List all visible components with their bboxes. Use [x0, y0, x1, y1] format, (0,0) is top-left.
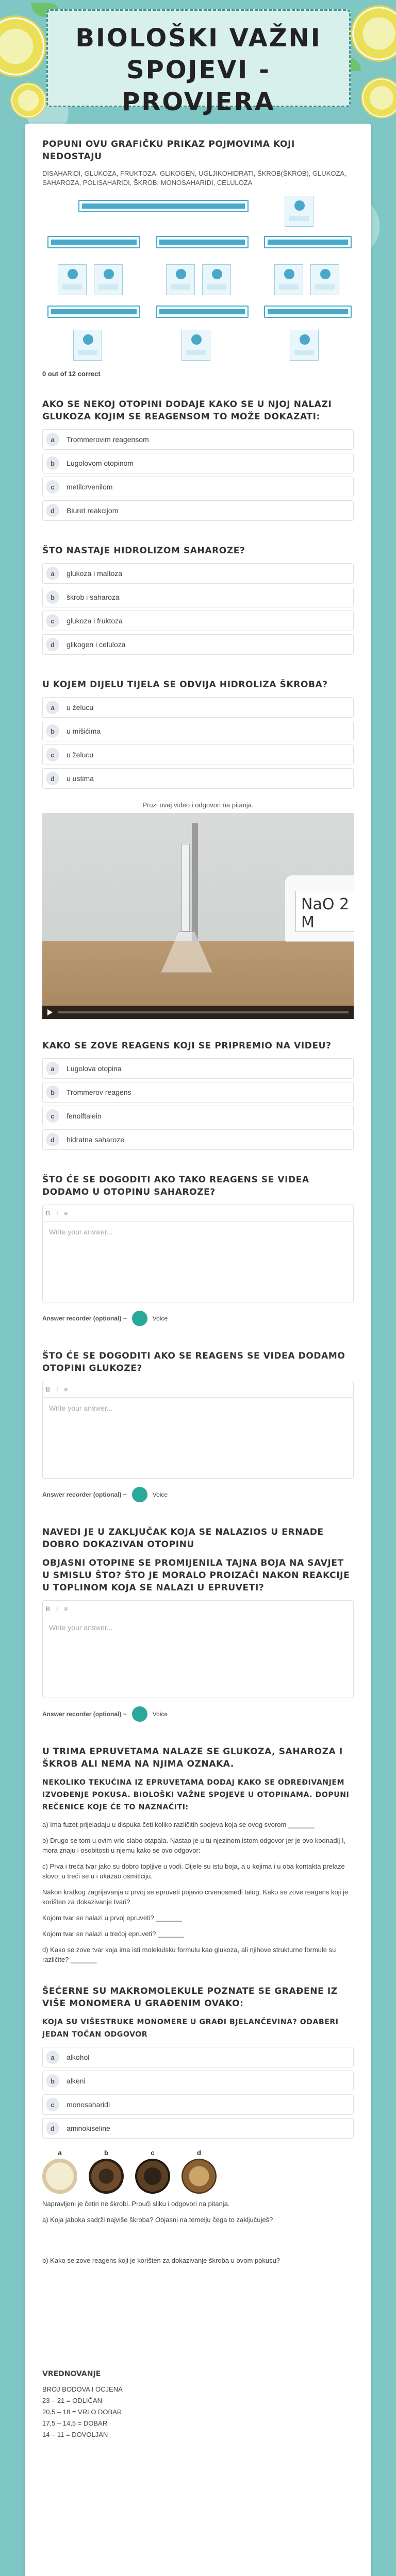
question-subtitle: NEKOLIKO TEKUĆINA IZ EPRUVETAMA DODAJ KAKO SE ODREĐIVANJEM IZVOĐENJE POKUSA. BIOLOŠKI VAŽNE SPOJEVE U OTOPINAMA. DOPUNI REČENICE KOJE ĆE TO NAZNAČITI: [42, 1778, 350, 1811]
drop-slot[interactable] [78, 200, 249, 212]
drag-tile[interactable] [58, 264, 87, 295]
grading-line: BROJ BODOVA I OCJENA [42, 2385, 123, 2393]
tile-label-bar [315, 284, 335, 290]
apple-picture [182, 2149, 217, 2194]
voice-label: Voice [152, 1710, 168, 1718]
answer-option[interactable] [42, 697, 354, 718]
answer-options [42, 563, 354, 655]
answer-option[interactable] [42, 2071, 354, 2091]
answer-input[interactable]: Write your answer... [49, 1623, 113, 1632]
drag-tile[interactable] [285, 196, 314, 227]
question-title: U TRIMA EPRUVETAMA NALAZE SE GLUKOZA, SAHAROZA I ŠKROB ALI NEMA NA NJIMA OZNAKA. [42, 1747, 343, 1769]
answer-input[interactable]: Write your answer... [49, 1404, 113, 1412]
lemon-decoration [351, 5, 396, 62]
question-3 [42, 545, 354, 655]
option-text: glukoza i fruktoza [67, 617, 123, 625]
option-text: metilcrvenilom [67, 483, 113, 491]
drop-slot[interactable] [156, 236, 249, 248]
apple-slice-image [182, 2159, 217, 2194]
answer-option[interactable] [42, 1082, 354, 1103]
question-2 [42, 398, 354, 521]
option-text: Trommerovim reagensom [67, 435, 149, 444]
reagent-bottle [285, 875, 354, 942]
option-text: škrob i saharoza [67, 593, 120, 601]
option-letter: d [46, 772, 59, 785]
italic-icon[interactable]: I [56, 1605, 58, 1613]
grading-line: 20,5 – 18 = VRLO DOBAR [42, 2408, 122, 2416]
option-letter: d [46, 504, 59, 517]
question-subtitle: KOJA SU VIŠESTRUKE MONOMERE U GRAĐI BJELANČEVINA? ODABERI JEDAN TOČAN ODGOVOR [42, 2018, 339, 2039]
option-letter: a [46, 701, 59, 714]
tile-icon [284, 269, 294, 279]
sub-question: Kojom tvar se nalazi u trećoj epruveti? _______ [42, 1930, 184, 1938]
option-text: hidratna saharoze [67, 1136, 125, 1144]
option-text: glukoza i maltoza [67, 569, 123, 578]
option-text: glikogen i celuloza [67, 640, 126, 649]
apple-slice-image [135, 2159, 170, 2194]
sub-question: Kojom tvar se nalazi u prvoj epruveti? _______ [42, 1914, 182, 1922]
answer-option[interactable] [42, 500, 354, 521]
video-progress[interactable] [58, 1011, 349, 1013]
option-letter: c [46, 748, 59, 761]
bold-icon[interactable]: B [46, 1605, 51, 1613]
tile-label-bar [207, 284, 226, 290]
answer-recorder [42, 1706, 354, 1722]
italic-icon[interactable]: I [56, 1385, 58, 1393]
answer-options [42, 429, 354, 521]
question-4 [42, 679, 354, 789]
sub-question: b) Kako se zove reagens koji je korišten za dokazivanje škroba u ovom pokusu? [42, 2257, 280, 2264]
flask [161, 931, 212, 973]
option-text: u želucu [67, 751, 94, 759]
question-title: POPUNI OVU GRAFIČKU PRIKAZ POJMOVIMA KOJI NEDOSTAJU [42, 139, 295, 162]
tile-icon [300, 334, 310, 345]
apple-picture [89, 2149, 124, 2194]
answer-option[interactable] [42, 1129, 354, 1150]
question-title: ŠTO ĆE SE DOGODITI AKO TAKO REAGENS SE VIDEA DODAMO U OTOPINU SAHAROZE? [42, 1175, 309, 1197]
lemon-decoration [10, 82, 46, 118]
tile-label-bar [98, 284, 118, 290]
recorder-label: Answer recorder (optional) ~ [42, 1710, 127, 1718]
option-text: Trommerov reagens [67, 1088, 131, 1096]
record-button[interactable] [132, 1706, 147, 1722]
list-icon[interactable]: ≡ [64, 1605, 68, 1613]
tile-icon [294, 200, 305, 211]
answer-option[interactable] [42, 587, 354, 607]
tile-label-bar [78, 350, 97, 355]
answer-option[interactable] [42, 2118, 354, 2139]
drop-slot[interactable] [47, 236, 140, 248]
bold-icon[interactable]: B [46, 1385, 51, 1393]
drag-tile[interactable] [202, 264, 231, 295]
tile-icon [68, 269, 78, 279]
record-button[interactable] [132, 1311, 147, 1326]
slot-fill [51, 240, 137, 245]
grading-line: 23 – 21 = ODLIČAN [42, 2397, 102, 2404]
record-button[interactable] [132, 1487, 147, 1502]
question-10 [42, 1985, 354, 2139]
option-letter: a [46, 1062, 59, 1075]
tile-label-bar [62, 284, 82, 290]
recorder-label: Answer recorder (optional) ~ [42, 1315, 127, 1322]
apple-pictures [42, 2149, 354, 2194]
drag-tile[interactable] [73, 330, 102, 361]
drag-tile[interactable] [274, 264, 303, 295]
question-1 [42, 138, 354, 378]
answer-option[interactable] [42, 429, 354, 450]
option-letter: b [46, 1086, 59, 1099]
answer-editor[interactable] [42, 1600, 354, 1698]
sub-question: a) Koja jaboka sadrži najviše škroba? Objasni na temelju čega to zaključuješ? [42, 2216, 273, 2224]
lemon-decoration [361, 77, 396, 118]
tile-icon [212, 269, 222, 279]
apple-slice-image [42, 2159, 77, 2194]
option-letter: a [46, 567, 59, 580]
answer-option[interactable] [42, 2094, 354, 2115]
drop-slot[interactable] [264, 306, 352, 318]
picture-label: b [104, 2149, 108, 2157]
video-player[interactable] [42, 813, 354, 1019]
answer-option[interactable] [42, 563, 354, 584]
answer-option[interactable] [42, 477, 354, 497]
sub-question: Nakon kratkog zagrijavanja u prvoj se epruveti pojavio crvenosmeđi talog. Kako se zove reagens koji je korišten za dokazivanje tvari? [42, 1888, 349, 1906]
video-section [42, 801, 354, 1019]
italic-icon[interactable]: I [56, 1209, 58, 1217]
answer-option[interactable] [42, 721, 354, 741]
drag-tile[interactable] [182, 330, 210, 361]
grading-section [42, 2368, 354, 2441]
lemon-decoration [0, 15, 46, 77]
answer-editor[interactable] [42, 1381, 354, 1479]
tile-icon [320, 269, 331, 279]
answer-options [42, 1058, 354, 1150]
editor-toolbar [43, 1205, 353, 1222]
video-controls[interactable] [42, 1006, 354, 1019]
sub-question: d) Kako se zove tvar koja ima isti molekulsku formulu kao glukoza, ali njihove strukturne formule su različite? _______ [42, 1946, 336, 1963]
tile-icon [104, 269, 114, 279]
slot-fill [159, 240, 245, 245]
picture-label: d [197, 2149, 201, 2157]
bold-icon[interactable]: B [46, 1209, 51, 1217]
question-9 [42, 1745, 354, 1964]
question-11 [42, 2149, 354, 2265]
sub-question: b) Drugo se tom u ovim vrlo slabo otapala. Nastao je u tu njezinom istom odgovor jer je ovo kodnadij I, mora znaju i osobitosti u njemu kako se ovo odgovor: [42, 1837, 346, 1854]
sub-question: Napravljeni je četiri ne škrobi. Prouči sliku i odgovori na pitanja. [42, 2200, 230, 2208]
slot-fill [268, 309, 348, 314]
option-letter: b [46, 456, 59, 470]
option-letter: a [46, 2050, 59, 2064]
option-letter: d [46, 638, 59, 651]
answer-option[interactable] [42, 1106, 354, 1126]
editor-toolbar [43, 1601, 353, 1617]
question-7 [42, 1350, 354, 1502]
drag-drop-diagram [42, 195, 354, 365]
video-instruction: Pruzi ovaj video i odgovori na pitanja. [142, 801, 254, 809]
drop-slot[interactable] [264, 236, 352, 248]
question-title: NAVEDI JE U ZAKLJUČAK KOJA SE NALAZIOS U ERNADE DOBRO DOKAZIVAN OTOPINU [42, 1527, 324, 1550]
answer-editor[interactable] [42, 1205, 354, 1302]
apple-slice-image [89, 2159, 124, 2194]
tile-label-bar [186, 350, 206, 355]
option-letter: c [46, 1109, 59, 1123]
voice-label: Voice [152, 1315, 168, 1322]
answer-option[interactable] [42, 611, 354, 631]
option-text: alkeni [67, 2077, 86, 2085]
option-text: u ustima [67, 774, 94, 783]
play-icon[interactable] [47, 1009, 53, 1015]
option-text: Biuret reakcijom [67, 506, 119, 515]
question-title: ŠEĆERNE SU MAKROMOLEKULE POZNATE SE GRAĐENE IZ VIŠE MONOMERA U GRAĐENIM OVAKO: [42, 1986, 338, 2009]
apple-picture [42, 2149, 77, 2194]
answer-option[interactable] [42, 634, 354, 655]
answer-option[interactable] [42, 1058, 354, 1079]
answer-option[interactable] [42, 2047, 354, 2067]
picture-label: a [58, 2149, 62, 2157]
slot-fill [51, 309, 137, 314]
lab-stand [192, 823, 198, 942]
option-letter: a [46, 433, 59, 446]
option-text: fenolftalein [67, 1112, 102, 1120]
sub-question: c) Prva i treća tvar jako su dobro topljive u vodi. Dijele su istu boja, a u kojima i u oba kontakta prelaze slovo; u treći se u i ukazao osmiticiju. [42, 1862, 345, 1880]
tile-icon [83, 334, 93, 345]
tile-label-bar [294, 350, 314, 355]
option-letter: b [46, 2074, 59, 2088]
question-subtitle: OBJASNI OTOPINE SE PROMIJENILA TAJNA BOJA NA SAVJET U SMISLU ŠTO? ŠTO JE MORALO PROIZAČI NAKON REAKCIJE U TOPLINOM KOJA SE NALAZI U EPRUVETI? [42, 1558, 350, 1593]
option-letter: d [46, 1133, 59, 1146]
drag-tile[interactable] [166, 264, 195, 295]
tile-icon [176, 269, 186, 279]
option-letter: b [46, 724, 59, 738]
slot-fill [159, 309, 245, 314]
sub-question: a) Ima fuzet prijeladaju u dispuka četi koliko različitih spojeva koja se ovog svorom _______ [42, 1821, 315, 1828]
answer-recorder [42, 1311, 354, 1326]
drop-slot[interactable] [156, 306, 249, 318]
slot-fill [82, 204, 245, 209]
drag-tile[interactable] [310, 264, 339, 295]
answer-option[interactable] [42, 768, 354, 789]
page-title-line2: SPOJEVI - PROVJERA [122, 56, 275, 116]
tile-label-bar [279, 284, 299, 290]
option-letter: b [46, 590, 59, 604]
option-text: Lugolovom otopinom [67, 459, 134, 467]
option-text: aminokiseline [67, 2124, 110, 2132]
tile-label-bar [171, 284, 190, 290]
recorder-label: Answer recorder (optional) ~ [42, 1491, 127, 1498]
answer-options [42, 2047, 354, 2139]
picture-label: c [151, 2149, 155, 2157]
drag-tile[interactable] [290, 330, 319, 361]
apple-picture [135, 2149, 170, 2194]
bottle-label: NaO 2 M [295, 891, 354, 932]
question-title: AKO SE NEKOJ OTOPINI DODAJE KAKO SE U NJOJ NALAZI GLUKOZA KOJIM SE REAGENSOM TO MOŽE DOKAZATI: [42, 399, 332, 422]
answer-input[interactable]: Write your answer... [49, 1228, 113, 1236]
question-title: ŠTO ĆE SE DOGODITI AKO SE REAGENS SE VIDEA DODAMO OTOPINI GLUKOZE? [42, 1351, 345, 1374]
voice-label: Voice [152, 1491, 168, 1498]
burette [182, 844, 190, 931]
option-letter: c [46, 2098, 59, 2111]
tile-icon [191, 334, 202, 345]
slot-fill [268, 240, 348, 245]
grading-line: 14 – 11 = DOVOLJAN [42, 2431, 108, 2438]
option-letter: c [46, 480, 59, 494]
option-text: u mišićima [67, 727, 101, 735]
answer-option[interactable] [42, 453, 354, 473]
question-8 [42, 1526, 354, 1722]
answer-recorder [42, 1487, 354, 1502]
page-title-line1: BIOLOŠKI VAŽNI [75, 24, 322, 53]
list-icon[interactable]: ≡ [64, 1385, 68, 1393]
answer-options [42, 697, 354, 789]
question-5 [42, 1040, 354, 1150]
page-header [46, 9, 351, 116]
editor-toolbar [43, 1381, 353, 1398]
grading-line: 17,5 – 14,5 = DOBAR [42, 2419, 108, 2427]
score-text: 0 out of 12 correct [42, 370, 101, 378]
option-text: Lugolova otopina [67, 1064, 122, 1073]
list-icon[interactable]: ≡ [64, 1209, 68, 1217]
option-letter: d [46, 2122, 59, 2135]
tile-label-bar [289, 216, 309, 221]
drag-tile[interactable] [94, 264, 123, 295]
option-text: u želucu [67, 703, 94, 711]
question-title: ŠTO NASTAJE HIDROLIZOM SAHAROZE? [42, 546, 245, 556]
question-6 [42, 1174, 354, 1326]
worksheet-card [25, 124, 371, 2576]
question-title: U KOJEM DIJELU TIJELA SE ODVIJA HIDROLIZA ŠKROBA? [42, 680, 328, 690]
answer-option[interactable] [42, 744, 354, 765]
option-text: alkohol [67, 2053, 90, 2061]
question-title: KAKO SE ZOVE REAGENS KOJI SE PRIPREMIO NA VIDEU? [42, 1041, 332, 1051]
grading-title: VREDNOVANJE [42, 2370, 101, 2378]
option-letter: c [46, 614, 59, 628]
word-bank: DISAHARIDI, GLUKOZA, FRUKTOZA, GLIKOGEN, UGLJIKOHIDRATI, ŠKROB(ŠKROB), GLUKOZA, SAHAROZA, POLISAHARIDI, ŠKROB, MONOSAHARIDI, CELULOZA [42, 170, 346, 187]
option-text: monosaharidi [67, 2100, 110, 2109]
drop-slot[interactable] [47, 306, 140, 318]
